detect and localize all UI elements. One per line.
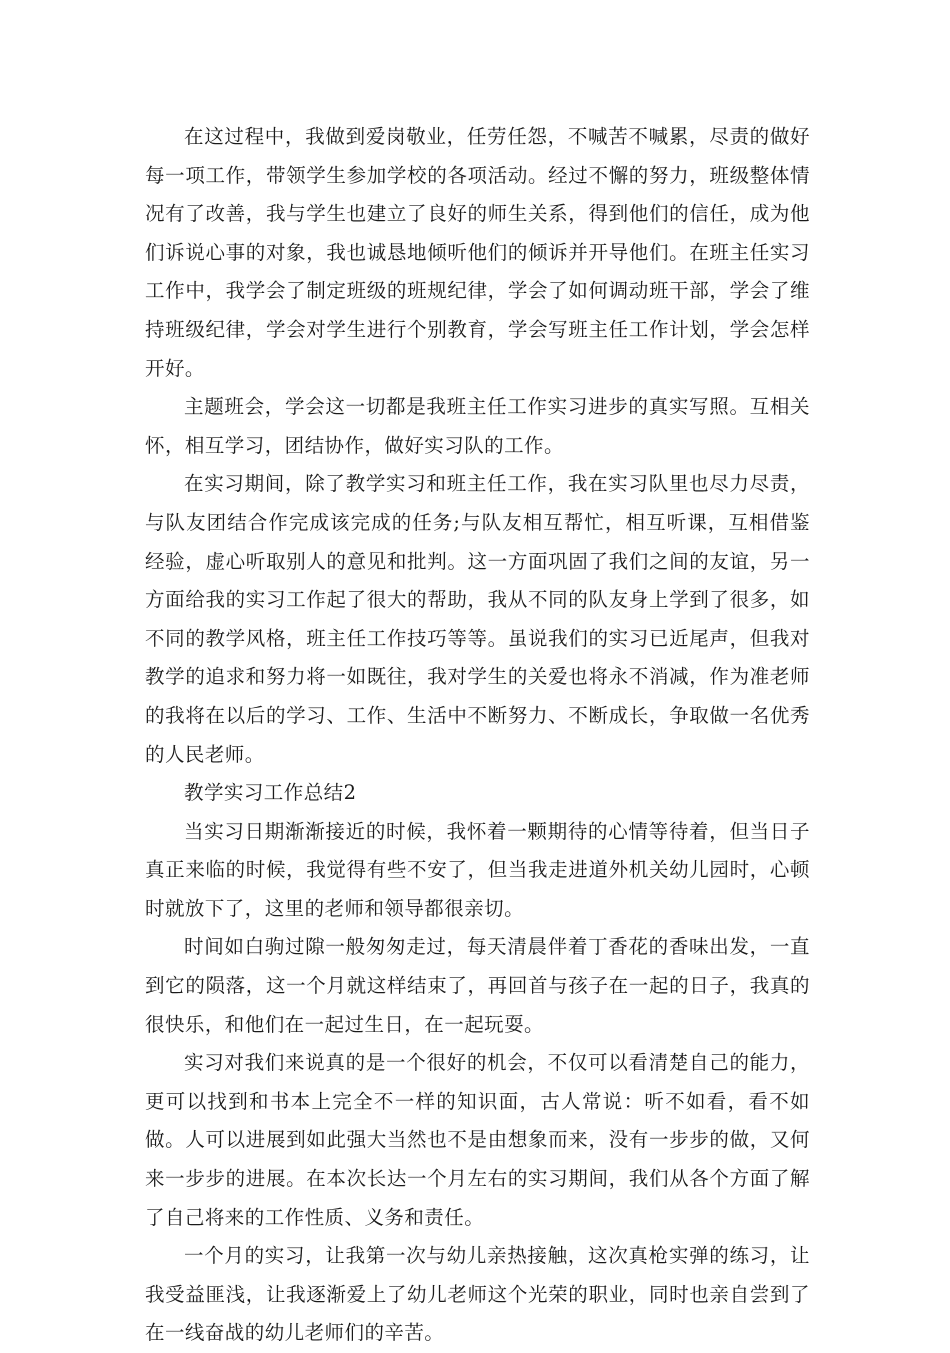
paragraph-7: 一个月的实习，让我第一次与幼儿亲热接触，这次真枪实弹的练习，让我受益匪浅，让我逐渐爱上了幼儿老师这个光荣的职业，同时也亲自尝到了在一线奋战的幼儿老师们的辛苦。 [145, 1244, 810, 1345]
document-body [145, 118, 810, 1353]
paragraph-4: 当实习日期渐渐接近的时候，我怀着一颗期待的心情等待着，但当日子真正来临的时候，我觉得有些不安了，但当我走进道外机关幼儿园时，心顿时就放下了，这里的老师和领导都很亲切。 [145, 819, 810, 920]
paragraph-2: 主题班会，学会这一切都是我班主任工作实习进步的真实写照。互相关怀，相互学习，团结协作，做好实习队的工作。 [145, 395, 810, 457]
paragraph-5: 时间如白驹过隙一般匆匆走过，每天清晨伴着丁香花的香味出发，一直到它的陨落，这一个月就这样结束了，再回首与孩子在一起的日子，我真的很快乐，和他们在一起过生日，在一起玩耍。 [145, 935, 810, 1036]
section-heading: 教学实习工作总结2 [184, 781, 357, 805]
paragraph-1: 在这过程中，我做到爱岗敬业，任劳任怨，不喊苦不喊累，尽责的做好每一项工作，带领学生参加学校的各项活动。经过不懈的努力，班级整体情况有了改善，我与学生也建立了良好的师生关系，得到他们的信任，成为他们诉说心事的对象，我也诚恳地倾听他们的倾诉并开导他们。在班主任实习工作中，我学会了制定班级的班规纪律，学会了如何调动班干部，学会了维持班级纪律，学会对学生进行个别教育，学会写班主任工作计划，学会怎样开好。 [145, 125, 810, 380]
paragraph-3: 在实习期间，除了教学实习和班主任工作，我在实习队里也尽力尽责，与队友团结合作完成该完成的任务;与队友相互帮忙，相互听课，互相借鉴经验，虚心听取别人的意见和批判。这一方面巩固了我们之间的友谊，另一方面给我的实习工作起了很大的帮助，我从不同的队友身上学到了很多，如不同的教学风格，班主任工作技巧等等。虽说我们的实习已近尾声，但我对教学的追求和努力将一如既往，我对学生的关爱也将永不消减，作为准老师的我将在以后的学习、工作、生活中不断努力、不断成长，争取做一名优秀的人民老师。 [145, 472, 810, 766]
paragraph-6: 实习对我们来说真的是一个很好的机会，不仅可以看清楚自己的能力，更可以找到和书本上完全不一样的知识面，古人常说：听不如看，看不如做。人可以进展到如此强大当然也不是由想象而来，没有一步步的做，又何来一步步的进展。在本次长达一个月左右的实习期间，我们从各个方面了解了自己将来的工作性质、义务和责任。 [145, 1051, 810, 1229]
